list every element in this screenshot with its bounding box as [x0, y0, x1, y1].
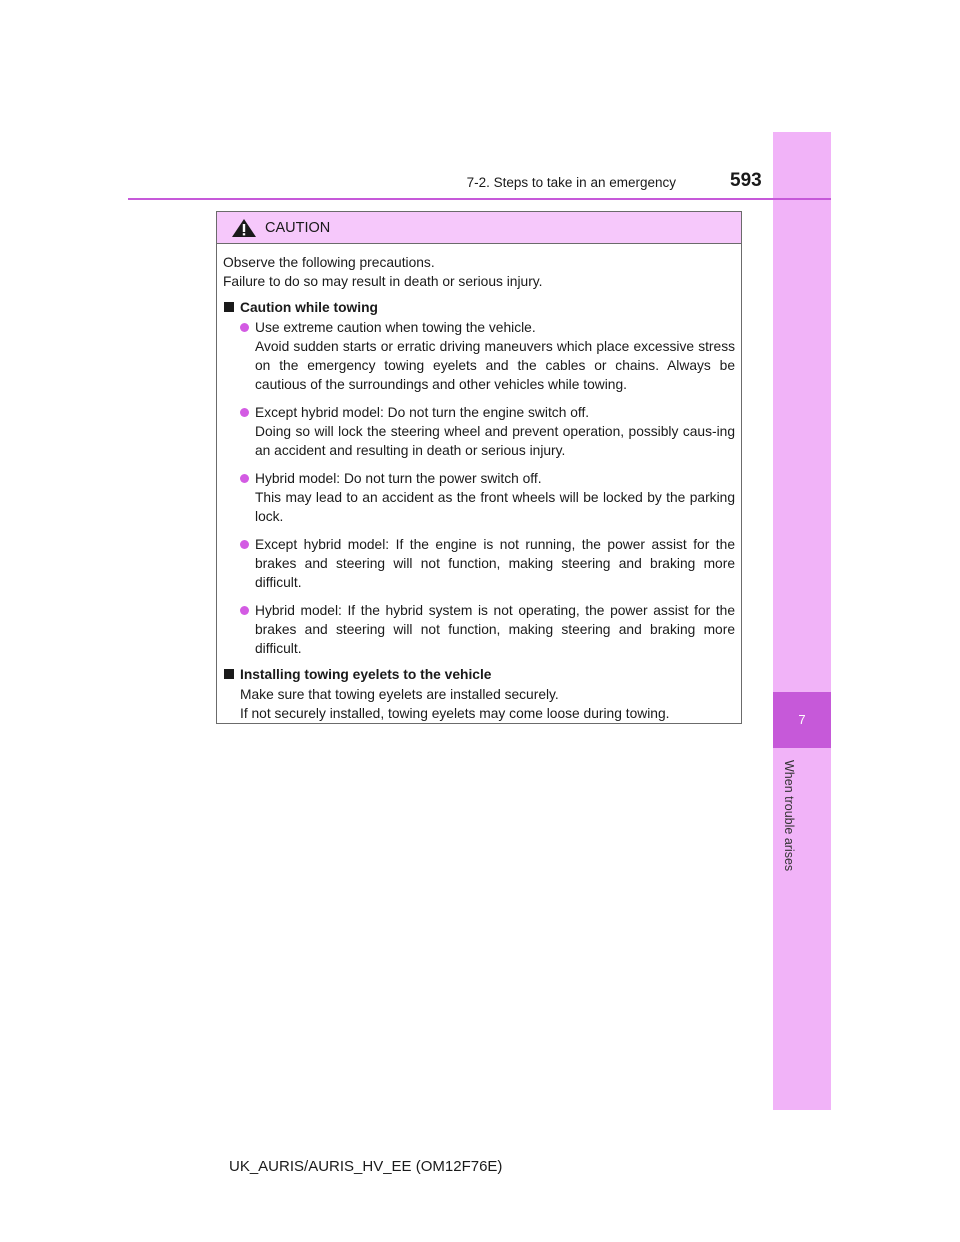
intro-line: Observe the following precautions. [223, 255, 435, 270]
square-bullet-icon [224, 302, 234, 312]
caution-body [217, 244, 741, 723]
list-item [240, 535, 735, 592]
caution-box [216, 211, 742, 724]
item-lead: Hybrid model: Do not turn the power switch off. [255, 471, 542, 486]
list-item [240, 318, 735, 394]
item-text: Except hybrid model: If the engine is not running, the power assist for the brakes and steering will not function, making steering and braking more difficult. [255, 537, 735, 590]
list-item [240, 601, 735, 658]
chapter-title: When trouble arises [782, 760, 796, 872]
item-text: Doing so will lock the steering wheel and prevent operation, possibly caus-ing an accident and resulting in death or serious injury. [255, 424, 735, 458]
doc-code: UK_AURIS/AURIS_HV_EE (OM12F76E) [229, 1158, 503, 1175]
section-heading: Installing towing eyelets to the vehicle [223, 665, 735, 684]
dot-bullet-icon [240, 408, 249, 417]
warning-triangle-icon [231, 218, 257, 238]
square-bullet-icon [224, 669, 234, 679]
caution-header [217, 212, 741, 244]
item-text: Avoid sudden starts or erratic driving maneuvers which place excessive stress on the emergency towing eyelets and the cables or chains. Always be cautious of the surroundings and other vehicles while towing. [255, 339, 735, 392]
item-lead: Use extreme caution when towing the vehicle. [255, 320, 536, 335]
section-title: 7-2. Steps to take in an emergency [466, 175, 676, 190]
caution-title: CAUTION [265, 219, 331, 236]
intro-line: Failure to do so may result in death or serious injury. [223, 274, 543, 289]
chapter-number: 7 [773, 692, 831, 748]
item-text: This may lead to an accident as the front wheels will be locked by the parking lock. [255, 490, 735, 524]
side-tab [773, 132, 831, 1110]
paragraph-line: If not securely installed, towing eyelets may come loose during towing. [240, 706, 670, 721]
list-item [240, 403, 735, 460]
section-heading: Caution while towing [223, 298, 735, 317]
list-item [240, 469, 735, 526]
page-number: 593 [730, 170, 762, 191]
dot-bullet-icon [240, 540, 249, 549]
dot-bullet-icon [240, 323, 249, 332]
paragraph-line: Make sure that towing eyelets are installed securely. [240, 687, 559, 702]
dot-bullet-icon [240, 474, 249, 483]
dot-bullet-icon [240, 606, 249, 615]
header-rule [128, 198, 831, 200]
item-text: Hybrid model: If the hybrid system is not operating, the power assist for the brakes and steering will not function, making steering and braking more difficult. [255, 603, 735, 656]
section-paragraph [240, 685, 735, 723]
item-lead: Except hybrid model: Do not turn the engine switch off. [255, 405, 590, 420]
